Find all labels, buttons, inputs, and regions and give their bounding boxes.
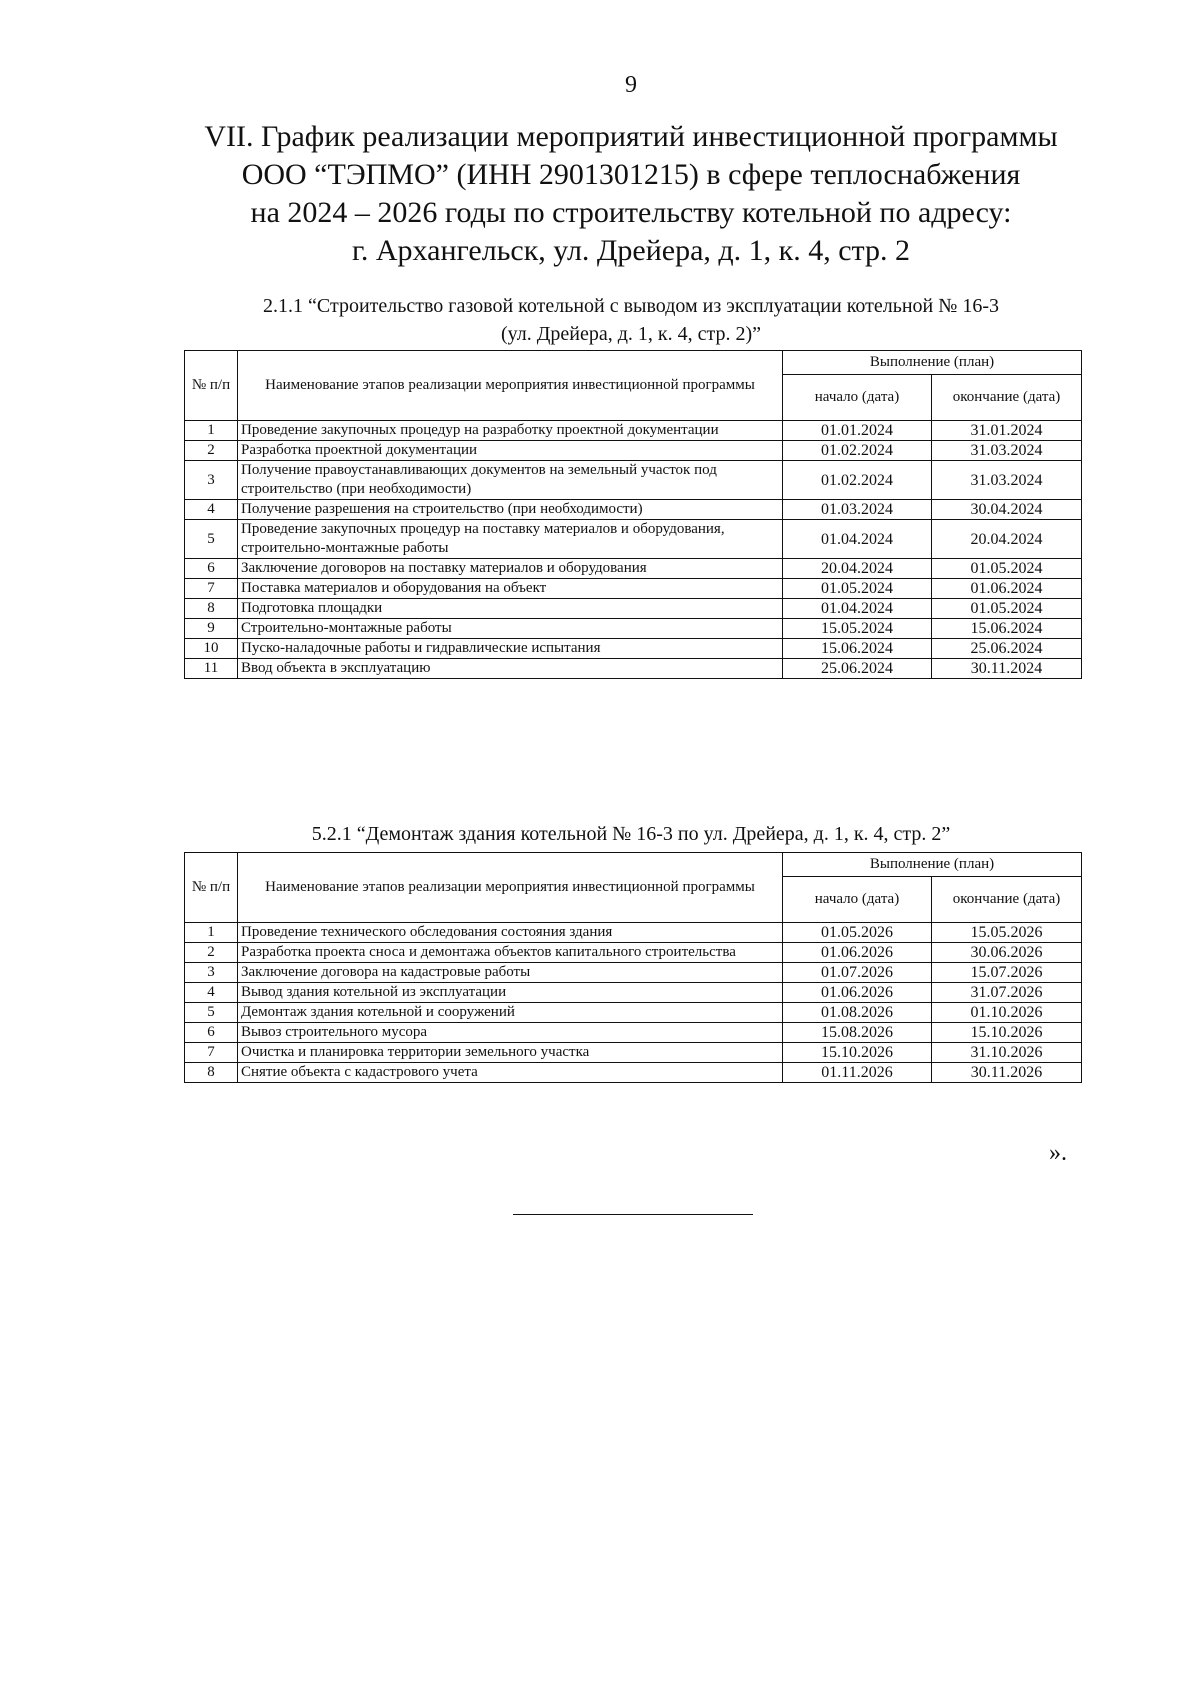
cell-stage-name: Проведение технического обследования состояния здания bbox=[238, 923, 783, 943]
cell-start-date: 01.05.2024 bbox=[783, 579, 932, 599]
cell-end-date: 31.03.2024 bbox=[932, 461, 1082, 500]
table-row bbox=[185, 923, 1082, 943]
cell-end-date: 30.06.2026 bbox=[932, 943, 1082, 963]
cell-start-date: 15.06.2024 bbox=[783, 639, 932, 659]
cell-end-date: 01.10.2026 bbox=[932, 1003, 1082, 1023]
table-row bbox=[185, 579, 1082, 599]
table-row bbox=[185, 983, 1082, 1003]
section1-title-line: (ул. Дрейера, д. 1, к. 4, стр. 2)” bbox=[500, 323, 762, 345]
section2-title bbox=[0, 820, 1200, 848]
cell-end-date: 30.11.2024 bbox=[932, 659, 1082, 679]
column-header-end: окончание (дата) bbox=[932, 877, 1082, 923]
cell-end-date: 30.11.2026 bbox=[932, 1063, 1082, 1083]
cell-end-date: 31.07.2026 bbox=[932, 983, 1082, 1003]
cell-number: 5 bbox=[185, 1003, 238, 1023]
table-row bbox=[185, 963, 1082, 983]
page-title-line: VII. График реализации мероприятий инвестиционной программы bbox=[204, 120, 1058, 153]
cell-number: 9 bbox=[185, 619, 238, 639]
cell-end-date: 20.04.2024 bbox=[932, 520, 1082, 559]
cell-end-date: 31.03.2024 bbox=[932, 441, 1082, 461]
cell-start-date: 01.11.2026 bbox=[783, 1063, 932, 1083]
cell-start-date: 01.05.2026 bbox=[783, 923, 932, 943]
column-header-num: № п/п bbox=[185, 853, 238, 923]
cell-number: 1 bbox=[185, 923, 238, 943]
cell-stage-name: Получение правоустанавливающих документов на земельный участок под строительство (при необходимости) bbox=[238, 461, 783, 500]
page-title-line: г. Архангельск, ул. Дрейера, д. 1, к. 4, стр. 2 bbox=[351, 234, 911, 267]
page-title bbox=[0, 118, 1200, 270]
table-row bbox=[185, 943, 1082, 963]
cell-start-date: 01.01.2024 bbox=[783, 421, 932, 441]
section1-table-body bbox=[185, 421, 1082, 679]
column-header-execution: Выполнение (план) bbox=[783, 853, 1082, 877]
cell-start-date: 01.03.2024 bbox=[783, 500, 932, 520]
cell-number: 5 bbox=[185, 520, 238, 559]
cell-number: 4 bbox=[185, 500, 238, 520]
cell-number: 3 bbox=[185, 461, 238, 500]
table-row bbox=[185, 421, 1082, 441]
cell-stage-name: Снятие объекта с кадастрового учета bbox=[238, 1063, 783, 1083]
table-row bbox=[185, 1043, 1082, 1063]
cell-number: 4 bbox=[185, 983, 238, 1003]
table-row bbox=[185, 1003, 1082, 1023]
cell-number: 2 bbox=[185, 441, 238, 461]
column-header-num: № п/п bbox=[185, 351, 238, 421]
column-header-name: Наименование этапов реализации мероприятия инвестиционной программы bbox=[238, 853, 783, 923]
cell-number: 8 bbox=[185, 599, 238, 619]
column-header-end: окончание (дата) bbox=[932, 375, 1082, 421]
cell-end-date: 01.05.2024 bbox=[932, 599, 1082, 619]
cell-end-date: 15.05.2026 bbox=[932, 923, 1082, 943]
cell-start-date: 20.04.2024 bbox=[783, 559, 932, 579]
cell-stage-name: Заключение договоров на поставку материалов и оборудования bbox=[238, 559, 783, 579]
cell-stage-name: Демонтаж здания котельной и сооружений bbox=[238, 1003, 783, 1023]
cell-stage-name: Разработка проектной документации bbox=[238, 441, 783, 461]
section2-table-body bbox=[185, 923, 1082, 1083]
table-row bbox=[185, 520, 1082, 559]
cell-stage-name: Очистка и планировка территории земельного участка bbox=[238, 1043, 783, 1063]
cell-start-date: 01.04.2024 bbox=[783, 599, 932, 619]
cell-start-date: 15.10.2026 bbox=[783, 1043, 932, 1063]
cell-end-date: 31.01.2024 bbox=[932, 421, 1082, 441]
column-header-start: начало (дата) bbox=[783, 375, 932, 421]
table-row bbox=[185, 1023, 1082, 1043]
cell-end-date: 15.06.2024 bbox=[932, 619, 1082, 639]
cell-end-date: 01.05.2024 bbox=[932, 559, 1082, 579]
section1-title bbox=[0, 292, 1200, 348]
cell-stage-name: Разработка проекта сноса и демонтажа объектов капитального строительства bbox=[238, 943, 783, 963]
cell-start-date: 15.05.2024 bbox=[783, 619, 932, 639]
cell-start-date: 01.06.2026 bbox=[783, 983, 932, 1003]
cell-number: 2 bbox=[185, 943, 238, 963]
cell-stage-name: Проведение закупочных процедур на разработку проектной документации bbox=[238, 421, 783, 441]
cell-end-date: 25.06.2024 bbox=[932, 639, 1082, 659]
cell-number: 7 bbox=[185, 579, 238, 599]
page-title-line: ООО “ТЭПМО” (ИНН 2901301215) в сфере теплоснабжения bbox=[241, 158, 1021, 191]
cell-stage-name: Вывод здания котельной из эксплуатации bbox=[238, 983, 783, 1003]
section2-title-line: 5.2.1 “Демонтаж здания котельной № 16-3 по ул. Дрейера, д. 1, к. 4, стр. 2” bbox=[311, 823, 951, 845]
cell-number: 8 bbox=[185, 1063, 238, 1083]
column-header-execution: Выполнение (план) bbox=[783, 351, 1082, 375]
table-row bbox=[185, 639, 1082, 659]
cell-stage-name: Проведение закупочных процедур на поставку материалов и оборудования, строительно-монтажные работы bbox=[238, 520, 783, 559]
cell-number: 6 bbox=[185, 1023, 238, 1043]
cell-end-date: 30.04.2024 bbox=[932, 500, 1082, 520]
cell-end-date: 01.06.2024 bbox=[932, 579, 1082, 599]
section2-schedule-table bbox=[184, 852, 1082, 1083]
cell-start-date: 01.07.2026 bbox=[783, 963, 932, 983]
table-row bbox=[185, 599, 1082, 619]
footer-divider bbox=[513, 1214, 753, 1215]
table-row bbox=[185, 619, 1082, 639]
cell-number: 6 bbox=[185, 559, 238, 579]
cell-stage-name: Строительно-монтажные работы bbox=[238, 619, 783, 639]
cell-number: 7 bbox=[185, 1043, 238, 1063]
table-row bbox=[185, 1063, 1082, 1083]
cell-number: 1 bbox=[185, 421, 238, 441]
table-row bbox=[185, 559, 1082, 579]
cell-stage-name: Ввод объекта в эксплуатацию bbox=[238, 659, 783, 679]
cell-start-date: 01.04.2024 bbox=[783, 520, 932, 559]
cell-number: 3 bbox=[185, 963, 238, 983]
table-row bbox=[185, 500, 1082, 520]
cell-stage-name: Заключение договора на кадастровые работы bbox=[238, 963, 783, 983]
cell-start-date: 01.02.2024 bbox=[783, 441, 932, 461]
table-row bbox=[185, 461, 1082, 500]
cell-start-date: 01.06.2026 bbox=[783, 943, 932, 963]
section1-title-line: 2.1.1 “Строительство газовой котельной с выводом из эксплуатации котельной № 16-3 bbox=[263, 295, 999, 317]
cell-stage-name: Вывоз строительного мусора bbox=[238, 1023, 783, 1043]
cell-end-date: 31.10.2026 bbox=[932, 1043, 1082, 1063]
cell-stage-name: Подготовка площадки bbox=[238, 599, 783, 619]
cell-start-date: 25.06.2024 bbox=[783, 659, 932, 679]
cell-stage-name: Пуско-наладочные работы и гидравлические испытания bbox=[238, 639, 783, 659]
cell-number: 10 bbox=[185, 639, 238, 659]
cell-number: 11 bbox=[185, 659, 238, 679]
page-number: 9 bbox=[625, 72, 637, 98]
table-row bbox=[185, 659, 1082, 679]
column-header-name: Наименование этапов реализации мероприятия инвестиционной программы bbox=[238, 351, 783, 421]
column-header-start: начало (дата) bbox=[783, 877, 932, 923]
cell-stage-name: Поставка материалов и оборудования на объект bbox=[238, 579, 783, 599]
table-row bbox=[185, 441, 1082, 461]
cell-end-date: 15.07.2026 bbox=[932, 963, 1082, 983]
cell-start-date: 15.08.2026 bbox=[783, 1023, 932, 1043]
section1-schedule-table bbox=[184, 350, 1082, 679]
cell-stage-name: Получение разрешения на строительство (при необходимости) bbox=[238, 500, 783, 520]
page-title-line: на 2024 – 2026 годы по строительству котельной по адресу: bbox=[250, 196, 1012, 229]
cell-start-date: 01.02.2024 bbox=[783, 461, 932, 500]
cell-end-date: 15.10.2026 bbox=[932, 1023, 1082, 1043]
closing-quote-mark: ». bbox=[1049, 1140, 1067, 1166]
cell-start-date: 01.08.2026 bbox=[783, 1003, 932, 1023]
